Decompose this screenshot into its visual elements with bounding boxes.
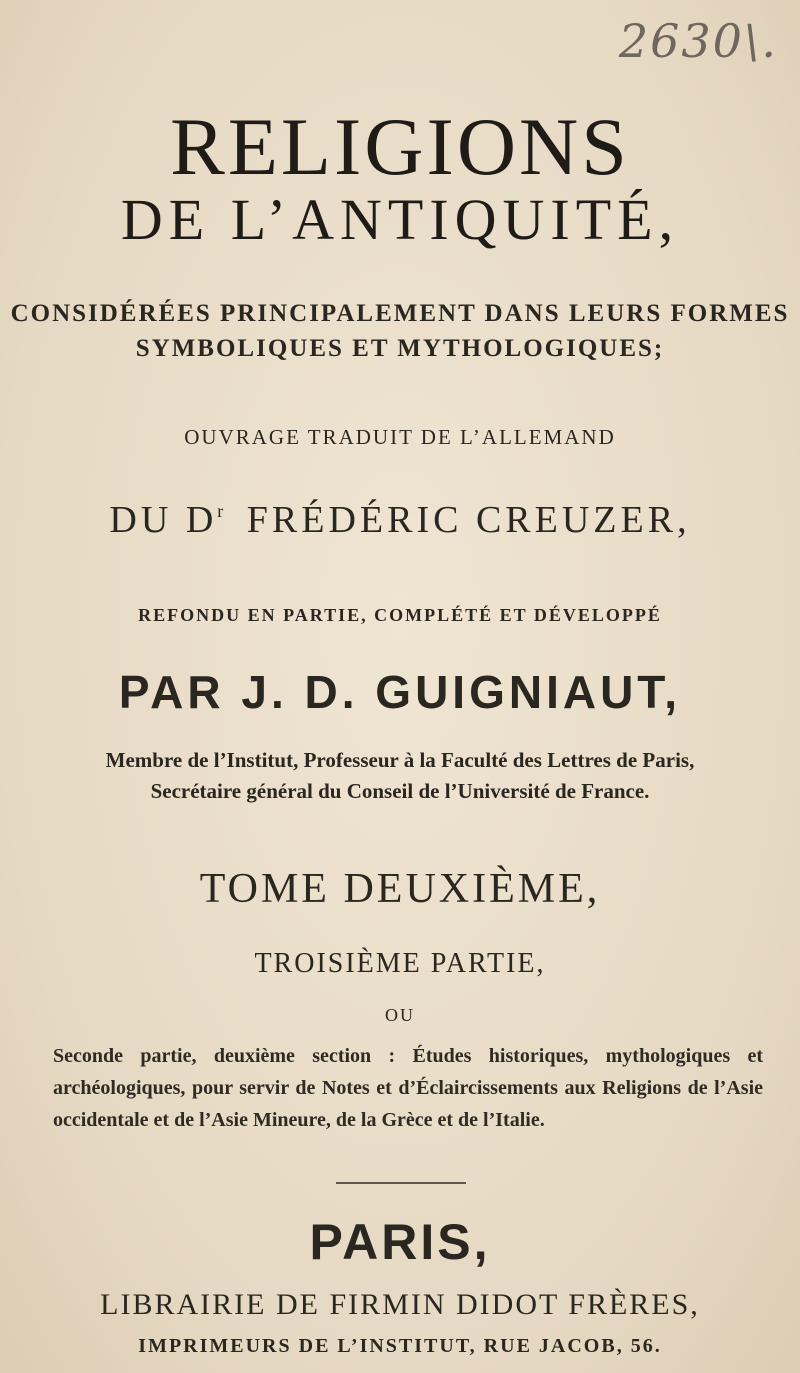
author-title-sup: r (217, 501, 228, 521)
title-line-1: RELIGIONS (170, 101, 630, 192)
editor-titles-line-2: Secrétaire général du Conseil de l’Université de France. (150, 779, 650, 803)
subtitle-line-1: CONSIDÉRÉES PRINCIPALEMENT DANS LEURS FORMES (10, 300, 790, 327)
place-line: PARIS, (309, 1214, 491, 1270)
author-title (186, 499, 233, 541)
subtitle-line-2: SYMBOLIQUES ET MYTHOLOGIQUES; (135, 335, 665, 362)
description-paragraph: Seconde partie, deuxième section : Études historiques, mythologiques et archéologiques, pour servir de Notes et d’Éclaircissements aux Religions de l’Asie occidentale et de l’Asie Mineure, de la Grèce et de l’Italie. (53, 1045, 763, 1131)
ou-line: OU (385, 1005, 415, 1025)
refondu-line: REFONDU EN PARTIE, COMPLÉTÉ ET DÉVELOPPÉ (138, 605, 662, 625)
editor-line: PAR J. D. GUIGNIAUT, (118, 666, 682, 718)
partie-line: TROISIÈME PARTIE, (254, 948, 546, 979)
editor-titles-line-1: Membre de l’Institut, Professeur à la Faculté des Lettres de Paris, (105, 748, 695, 772)
author-title-abbrev: D (185, 499, 218, 541)
publisher-line: LIBRAIRIE DE FIRMIN DIDOT FRÈRES, (100, 1288, 700, 1321)
divider-rule (336, 1182, 466, 1184)
printer-line: IMPRIMEURS DE L’INSTITUT, RUE JACOB, 56. (138, 1335, 662, 1357)
author-name: FRÉDÉRIC CREUZER, (246, 499, 691, 541)
tome-line: TOME DEUXIÈME, (199, 866, 601, 912)
author-prefix: DU (109, 499, 173, 541)
author-line (0, 498, 800, 542)
title-line-2: DE L’ANTIQUITÉ, (120, 187, 680, 252)
ouvrage-line: OUVRAGE TRADUIT DE L’ALLEMAND (184, 425, 616, 449)
catalog-mark: 2630\. (618, 14, 778, 68)
